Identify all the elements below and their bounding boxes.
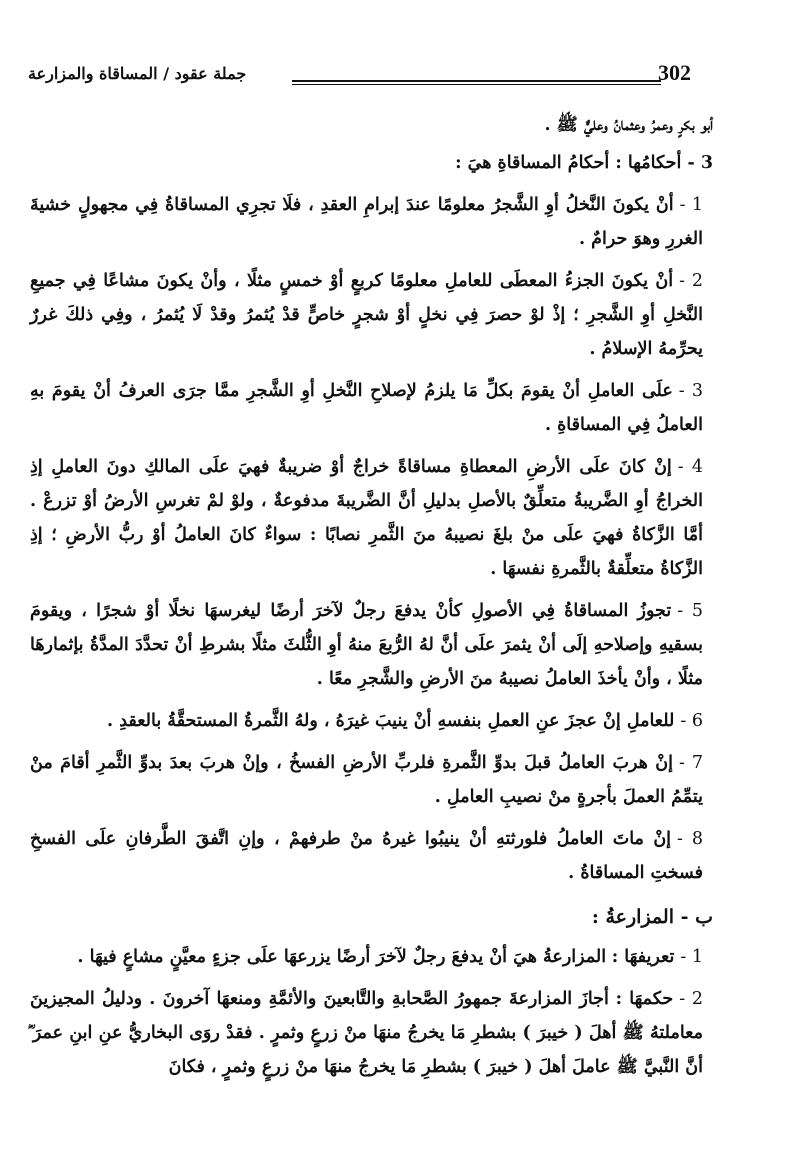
ruling-7 — [30, 746, 713, 814]
ruling-number: 8 - — [677, 829, 703, 849]
page-number: 302 — [658, 60, 691, 85]
ruling-text: أنْ يكونَ النَّخلُ أوِ الشَّجرُ معلومًا عندَ إبرامِ العقدِ ، فلَا تجرِي المساقاةُ فِي مجهولٍ خشيةَ الغررِ وهوَ حرامٌ . — [30, 195, 703, 249]
ruling-text: إنْ ماتَ العاملُ فلورثتهِ أنْ ينيبُوا غيرهُ منْ طرفهمْ ، وإنِ اتَّفقَ الطَّرفانِ علَى الفسخِ فسختِ المساقاةُ . — [30, 829, 703, 883]
ruling-5 — [30, 594, 713, 696]
ruling-number: 5 - — [677, 601, 703, 621]
section-b-item-1 — [30, 940, 713, 974]
item-number: 2 - — [679, 989, 703, 1009]
ruling-number: 7 - — [679, 753, 703, 773]
item-text: المزارعةُ هيَ أنْ يدفعَ رجلٌ لآخرَ أرضًا يزرعهَا علَى جزءٍ معيَّنٍ مشاعٍ فيهَا . — [77, 947, 607, 967]
item-label: حكمهَا : — [615, 989, 674, 1009]
ruling-text: أنْ يكونَ الجزءُ المعطَى للعاملِ معلومًا كربعٍ أوْ خمسٍ مثلًا ، وأنْ يكونَ مشاعًا فِي جميعِ النَّخلِ أوِ الشَّجرِ ؛ إذْ لوْ حصرَ فِي نخلٍ أوْ شجرٍ خاصٍّ قدْ يُثمرُ وقدْ لَا يُثمرُ ، وفِي ذلكَ غررٌ يحرِّمهُ الإسلامُ . — [30, 271, 703, 359]
section-b-item-2 — [30, 982, 713, 1084]
ruling-text: إنْ هربَ العاملُ قبلَ بدوِّ الثَّمرةِ فلربِّ الأرضِ الفسخُ ، وإنْ هربَ بعدَ بدوِّ الثَّمرِ أقامَ منْ يتمِّمُ العملَ بأجرةٍ منْ نصيبِ العاملِ . — [30, 753, 703, 807]
item-number: 1 - — [680, 947, 703, 967]
ruling-number: 4 - — [677, 457, 703, 477]
ruling-number: 6 - — [680, 711, 703, 731]
ruling-text: علَى العاملِ أنْ يقومَ بكلِّ مَا يلزمُ لإصلاحِ النَّخلِ أوِ الشَّجرِ ممَّا جرَى العرفُ أنْ يقومَ بهِ العاملُ فِي المساقاةِ . — [30, 381, 703, 435]
ruling-2 — [30, 264, 713, 366]
ruling-text: للعاملِ إنْ عجزَ عنِ العملِ بنفسهِ أنْ ينيبَ غيرَهُ ، ولهُ الثَّمرةُ المستحقَّةُ بالعقدِ . — [107, 711, 675, 731]
intro-line: أبو بكرٍ وعمرُ وعثمانُ وعليٌّ ﷺ . — [544, 115, 713, 135]
item-label: تعريفهَا : — [611, 947, 675, 967]
running-title: جملة عقود / المساقاة والمزارعة — [28, 64, 247, 83]
ruling-number: 1 - — [679, 195, 703, 215]
item-text: أجازَ المزارعةَ جمهورُ الصَّحابةِ والتَّابعينَ والأئمَّةِ ومنعهَا آخرونَ . ودليلُ المجيزينَ معاملتهُ ﷺ أهلَ ( خيبرَ ) بشطرِ مَا يخرجُ منهَا منْ زرعٍ وثمرٍ . فقدْ روَى البخاريُّ عنِ ابنِ عمرَ ؓ أنَّ النَّبيَّ ﷺ عاملَ أهلَ ( خيبرَ ) بشطرِ مَا يخرجُ منهَا منْ زرعٍ وثمرٍ ، فكانَ — [30, 989, 703, 1077]
ruling-3 — [30, 374, 713, 442]
ruling-4 — [30, 450, 713, 586]
ruling-8 — [30, 822, 713, 890]
ruling-text: إنْ كانَ علَى الأرضِ المعطاةِ مساقاةً خراجٌ أوْ ضريبةٌ فهيَ علَى المالكِ دونَ العاملِ إذِ الخراجُ أوِ الضَّريبةُ متعلِّقٌ بالأصلِ بدليلِ أنَّ الضَّريبةَ مدفوعةٌ ، ولوْ لمْ تغرسِ الأرضُ أوْ تزرعْ . أمَّا الزَّكاةُ فهيَ علَى منْ بلغَ نصيبهُ منَ الثَّمرِ نصابًا : سواءٌ كانَ العاملُ أوْ ربُّ الأرضِ ؛ إذِ الزَّكاةُ متعلِّقةٌ بالثَّمرةِ نفسهَا . — [30, 457, 703, 579]
ruling-number: 2 - — [679, 271, 703, 291]
header-rule — [292, 80, 661, 85]
ruling-6 — [30, 704, 713, 738]
page-header — [22, 58, 781, 94]
section-b-heading: ب - المزارعةُ : — [591, 906, 713, 928]
ruling-text: تجوزُ المساقاةُ فِي الأصولِ كأنْ يدفعَ رجلٌ لآخرَ أرضًا ليغرسهَا نخلًا أوْ شجرًا ، ويقومَ بسقيهِ وإصلاحهِ إلَى أنْ يثمرَ علَى أنَّ لهُ الرُّبعَ منهُ أوِ الثُّلثَ مثلًا بشرطِ أنْ تحدَّدَ المدَّةُ بإثمارهَا مثلًا ، وأنْ يأخذَ العاملُ نصيبهُ منَ الأرضِ والشَّجرِ معًا . — [30, 601, 703, 689]
rulings-heading: 3 - أحكامُها : أحكامُ المساقاةِ هيَ : — [455, 153, 713, 173]
ruling-number: 3 - — [678, 381, 703, 401]
page-body — [30, 108, 713, 1092]
ruling-1 — [30, 188, 713, 256]
